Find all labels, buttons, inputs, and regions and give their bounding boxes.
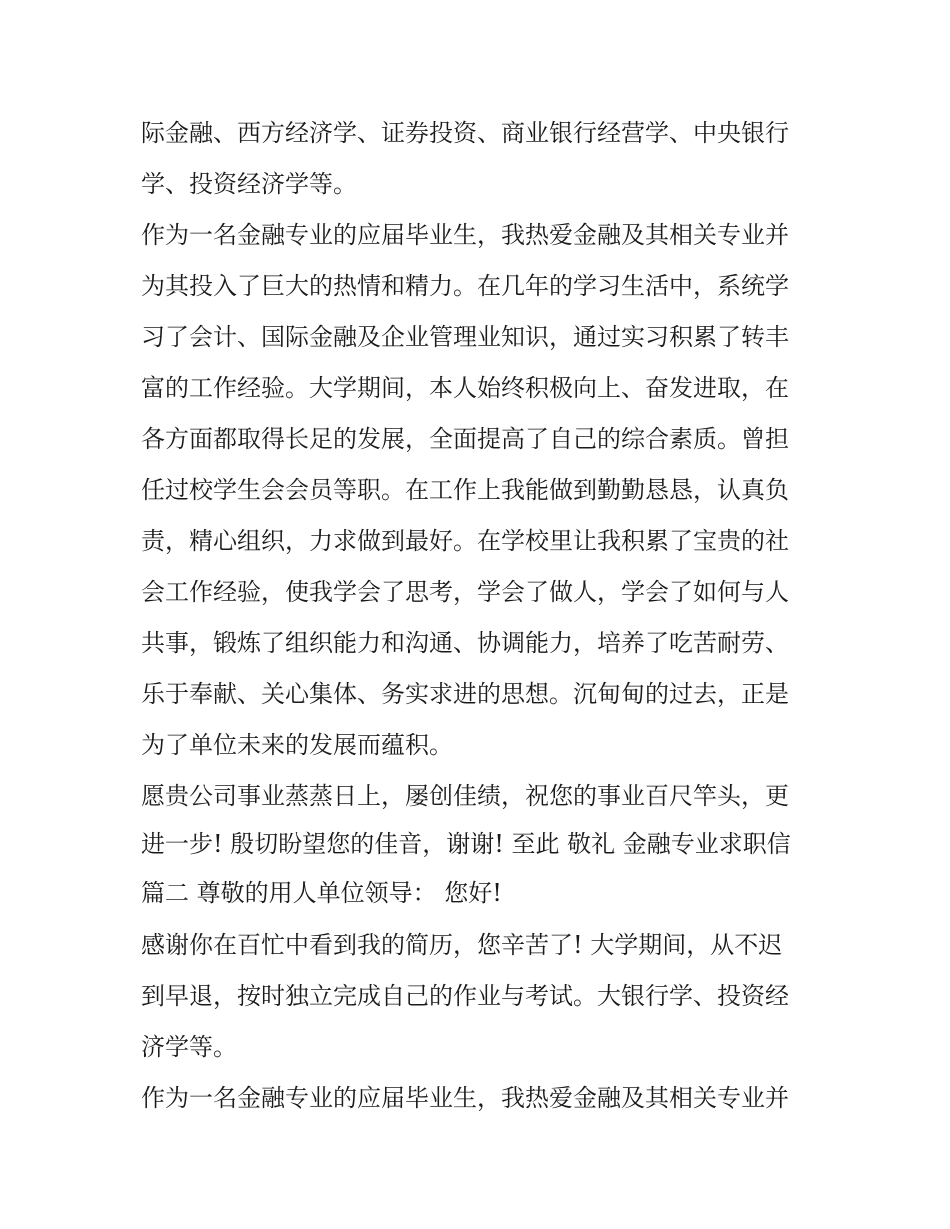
text-line-9: 责，精心组织，力求做到最好。在学校里让我积累了宝贵的社	[141, 527, 789, 555]
text-line-13: 为了单位未来的发展而蕴积。	[141, 731, 453, 759]
text-line-17: 感谢你在百忙中看到我的简历，您辛苦了! 大学期间，从不迟	[141, 931, 783, 959]
text-line-2: 学、投资经济学等。	[141, 170, 357, 198]
text-line-19: 济学等。	[141, 1033, 237, 1061]
text-line-11: 共事，锻炼了组织能力和沟通、协调能力，培养了吃苦耐劳、	[141, 629, 789, 657]
text-line-15: 进一步! 殷切盼望您的佳音，谢谢! 至此 敬礼 金融专业求职信	[141, 830, 791, 858]
text-line-14: 愿贵公司事业蒸蒸日上，屡创佳绩，祝您的事业百尺竿头，更	[141, 782, 789, 810]
text-line-16: 篇二 尊敬的用人单位领导： 您好!	[141, 879, 502, 907]
text-line-4: 为其投入了巨大的热情和精力。在几年的学习生活中，系统学	[141, 272, 789, 300]
text-line-6: 富的工作经验。大学期间，本人始终积极向上、奋发进取，在	[141, 374, 789, 402]
body-text	[141, 108, 821, 1124]
text-line-18: 到早退，按时独立完成自己的作业与考试。大银行学、投资经	[141, 982, 789, 1010]
text-line-1: 际金融、西方经济学、证券投资、商业银行经营学、中央银行	[141, 119, 789, 147]
text-line-20: 作为一名金融专业的应届毕业生，我热爱金融及其相关专业并	[141, 1084, 789, 1112]
text-line-7: 各方面都取得长足的发展，全面提高了自己的综合素质。曾担	[141, 425, 789, 453]
text-line-5: 习了会计、国际金融及企业管理业知识，通过实习积累了转丰	[141, 323, 789, 351]
text-line-12: 乐于奉献、关心集体、务实求进的思想。沉甸甸的过去，正是	[141, 680, 789, 708]
text-line-3: 作为一名金融专业的应届毕业生，我热爱金融及其相关专业并	[141, 221, 789, 249]
text-line-10: 会工作经验，使我学会了思考，学会了做人，学会了如何与人	[141, 578, 789, 606]
text-line-8: 任过校学生会会员等职。在工作上我能做到勤勤恳恳，认真负	[141, 476, 789, 504]
